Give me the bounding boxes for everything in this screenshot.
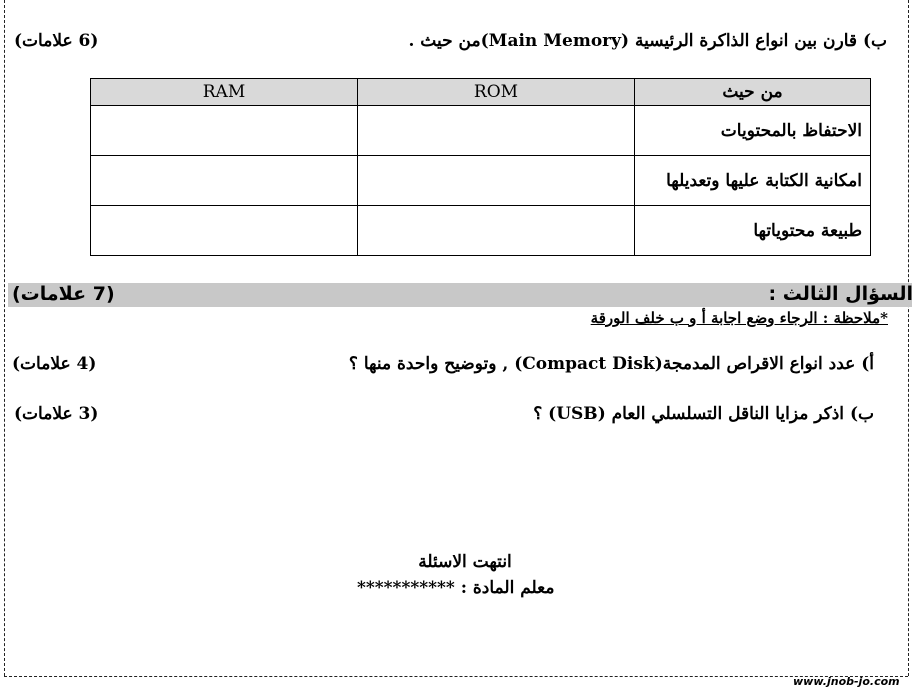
- header-ram: RAM: [91, 79, 358, 106]
- page-border-bottom: [4, 676, 908, 677]
- page-border-right: [908, 0, 909, 676]
- ram-answer-cell: [91, 106, 358, 156]
- header-criteria: من حيث: [635, 79, 871, 106]
- header-rom: ROM: [358, 79, 635, 106]
- memory-comparison-table: [90, 78, 871, 256]
- footer-url: www.jnob-jo.com: [793, 675, 900, 688]
- ram-answer-cell: [91, 156, 358, 206]
- page-border-left: [4, 0, 5, 676]
- criteria-cell: امكانية الكتابة عليها وتعديلها: [635, 156, 871, 206]
- question-3a-marks: (4 علامات): [12, 354, 97, 374]
- table-row: [91, 206, 871, 256]
- rom-answer-cell: [358, 156, 635, 206]
- criteria-cell: طبيعة محتوياتها: [635, 206, 871, 256]
- end-of-questions: انتهت الاسئلة: [418, 552, 512, 572]
- teacher-signature-line: معلم المادة : ***********: [357, 578, 555, 598]
- question-3a-text: أ) عدد انواع الاقراص المدمجة(Compact Disk) , وتوضيح واحدة منها ؟: [348, 354, 874, 374]
- question-b-marks: (6 علامات): [14, 31, 99, 51]
- section-title: السؤال الثالث :: [768, 283, 913, 305]
- rom-answer-cell: [358, 206, 635, 256]
- question-b-text: ب) قارن بين انواع الذاكرة الرئيسية (Main Memory)من حيث .: [408, 31, 887, 51]
- ram-answer-cell: [91, 206, 358, 256]
- table-row: [91, 106, 871, 156]
- rom-answer-cell: [358, 106, 635, 156]
- question-3b-marks: (3 علامات): [14, 404, 99, 424]
- section-note: *ملاحظة : الرجاء وضع اجابة أ و ب خلف الورقة: [590, 309, 888, 327]
- table-header-row: [91, 79, 871, 106]
- table-row: [91, 156, 871, 206]
- question-3b-text: ب) اذكر مزايا الناقل التسلسلي العام (USB) ؟: [533, 404, 874, 424]
- section-marks: (7 علامات): [12, 283, 115, 305]
- criteria-cell: الاحتفاظ بالمحتويات: [635, 106, 871, 156]
